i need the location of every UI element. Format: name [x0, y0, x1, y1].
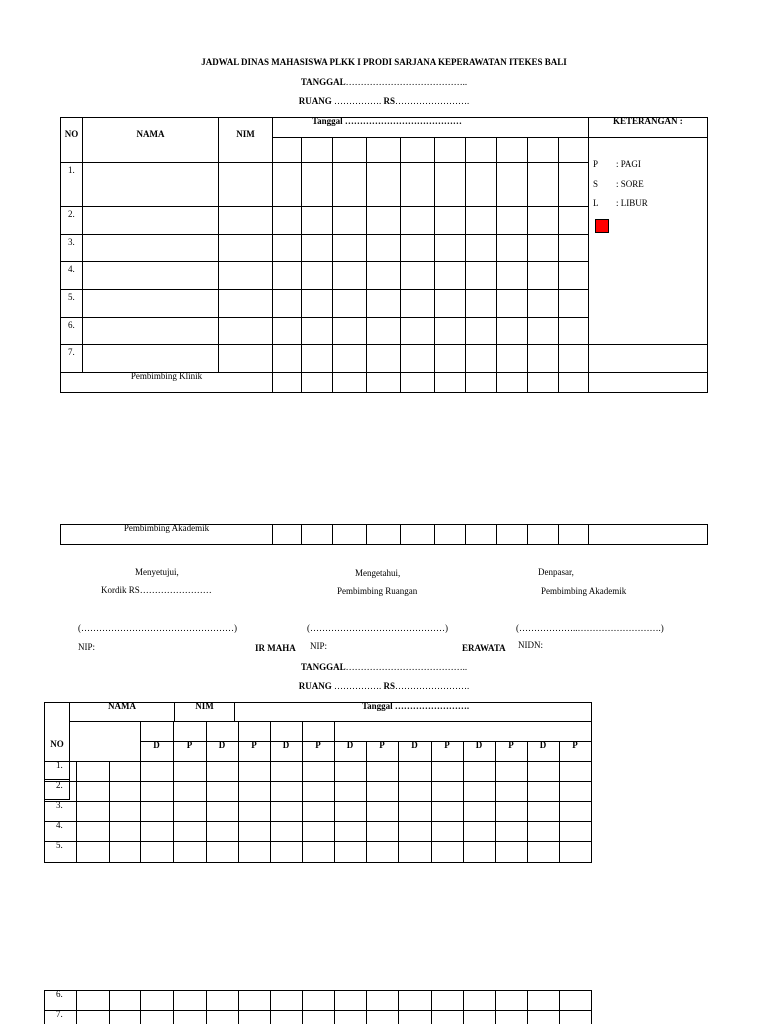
shift-code: P: [315, 740, 321, 750]
table-cell: [76, 990, 110, 1011]
column-header-notes: KETERANGAN :: [613, 116, 683, 126]
table-cell: [206, 990, 239, 1011]
legend-code-pagi: P: [593, 159, 599, 169]
legend-swatch: [595, 219, 609, 233]
signature-heading-place: Denpasar,: [538, 567, 574, 577]
shift-code: D: [153, 740, 160, 750]
second-date-line: [0, 662, 768, 673]
document-title: JADWAL DINAS MAHASISWA PLKK I PRODI SARJANA KEPERAWATAN ITEKES BALI: [201, 57, 567, 67]
signature-name-line-approve: (……………………………………………): [78, 623, 237, 633]
hospital-blank: …………………….: [395, 681, 470, 691]
row-number: 2.: [56, 780, 63, 790]
legend-label-pagi: : PAGI: [616, 159, 641, 169]
shift-column-header-date: Tanggal …………………….: [362, 701, 470, 711]
row-number: 4.: [68, 264, 75, 274]
table-cell: [366, 990, 399, 1011]
table-cell: [527, 1010, 560, 1024]
academic-supervisor-label: Pembimbing Akademik: [123, 523, 210, 533]
hospital-label: RS: [383, 681, 395, 691]
shift-column-header-no: NO: [50, 739, 64, 749]
signature-id-approve: NIP:: [78, 642, 96, 652]
table-cell: [206, 1010, 239, 1024]
date-label: TANGGAL: [300, 77, 346, 87]
row-number: 5.: [68, 292, 75, 302]
table-cell: [463, 1010, 496, 1024]
table-cell: [109, 1010, 141, 1024]
row-number: 7.: [68, 347, 75, 357]
row-number: 3.: [68, 237, 75, 247]
table-cell: [238, 990, 271, 1011]
signature-role-acknowledge: Pembimbing Ruangan: [337, 586, 418, 596]
overlapped-title-fragment: ERAWATA: [462, 643, 506, 653]
signature-heading-approve: Menyetujui,: [135, 567, 179, 577]
shift-column-header-name: NAMA: [108, 701, 136, 711]
row-number: 1.: [56, 760, 63, 770]
room-line: [0, 96, 768, 107]
table-cell: [495, 990, 528, 1011]
table-cell: [559, 1010, 592, 1024]
row-number: 4.: [56, 820, 63, 830]
shift-code: D: [411, 740, 418, 750]
signature-id-academic: NIDN:: [518, 640, 543, 650]
date-label: TANGGAL: [300, 662, 346, 672]
signature-name-line-acknowledge: (………………………………………): [307, 623, 448, 633]
signature-role-approve: Kordik RS……………………: [101, 585, 212, 595]
table-cell: [173, 990, 207, 1011]
room-label: RUANG: [298, 96, 332, 106]
table-cell: [495, 1010, 528, 1024]
table-cell: [559, 990, 592, 1011]
row-number: 3.: [56, 800, 63, 810]
second-room-line: [0, 681, 768, 692]
shift-code: P: [379, 740, 385, 750]
hospital-label: RS: [383, 96, 395, 106]
hospital-blank: …………………….: [395, 96, 470, 106]
table-cell: [431, 990, 464, 1011]
table-cell: [463, 990, 496, 1011]
clinical-supervisor-label: Pembimbing Klinik: [130, 371, 203, 381]
table-cell: [366, 1010, 399, 1024]
table-cell: [109, 990, 141, 1011]
shift-code: D: [475, 740, 483, 750]
shift-code: P: [508, 740, 514, 750]
shift-code: D: [539, 740, 547, 750]
room-blank: …………….: [333, 96, 382, 106]
signature-heading-acknowledge: Mengetahui,: [355, 568, 401, 578]
shift-code: D: [218, 740, 226, 750]
table-cell: [334, 1010, 367, 1024]
table-cell: [527, 990, 560, 1011]
date-blank: …………………………………..: [345, 77, 468, 87]
shift-code: P: [572, 740, 578, 750]
overlapped-title-fragment: IR MAHA: [255, 643, 296, 653]
row-number: 6.: [56, 989, 63, 999]
table-cell: [431, 1010, 464, 1024]
table-cell: [302, 990, 335, 1011]
legend-label-libur: : LIBUR: [616, 198, 648, 208]
table-cell: [173, 1010, 207, 1024]
table-cell: [140, 990, 174, 1011]
shift-code: P: [251, 740, 257, 750]
table-cell: [334, 990, 367, 1011]
signature-role-academic: Pembimbing Akademik: [541, 586, 627, 596]
shift-code: D: [282, 740, 290, 750]
table-cell: [302, 1010, 335, 1024]
table-cell: [398, 990, 432, 1011]
table-cell: [76, 1010, 110, 1024]
date-blank: …………………………………..: [345, 662, 468, 672]
room-blank: …………….: [333, 681, 382, 691]
signature-name-line-academic: (………………..……………………….): [516, 623, 664, 633]
table-cell: [238, 1010, 271, 1024]
row-number: 1.: [68, 165, 75, 175]
row-number: 7.: [56, 1009, 63, 1019]
signature-id-acknowledge: NIP:: [310, 641, 328, 651]
shift-code: D: [346, 740, 354, 750]
legend-label-sore: : SORE: [616, 179, 644, 189]
legend-code-libur: L: [593, 198, 599, 208]
row-number: 6.: [68, 320, 75, 330]
column-header-date: Tanggal …………………………………: [312, 116, 462, 126]
shift-code: P: [444, 740, 450, 750]
table-cell: [270, 990, 303, 1011]
table-cell: [398, 1010, 432, 1024]
column-header-nim: NIM: [236, 129, 255, 139]
row-number: 2.: [68, 209, 75, 219]
column-header-name: NAMA: [136, 129, 165, 139]
shift-code: P: [186, 740, 193, 750]
table-cell: [270, 1010, 303, 1024]
date-line: [0, 77, 768, 88]
row-number: 5.: [56, 840, 63, 850]
legend-code-sore: S: [593, 179, 599, 189]
room-label: RUANG: [298, 681, 332, 691]
column-header-no: NO: [64, 129, 79, 139]
table-cell: [140, 1010, 174, 1024]
shift-column-header-nim: NIM: [195, 701, 214, 711]
